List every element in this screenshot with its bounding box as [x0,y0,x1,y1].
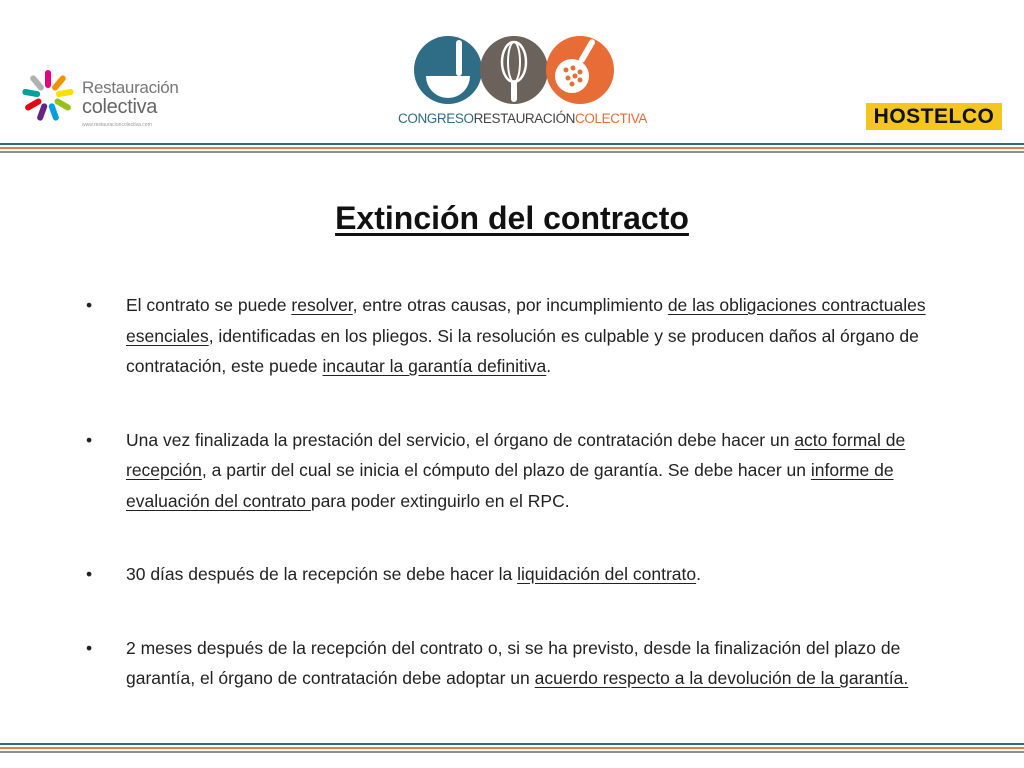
bullet-text: . [546,356,552,376]
underlined-text: resolver [291,295,353,315]
underlined-text: incautar la garantía definitiva [322,356,547,376]
bullet-item [80,633,930,694]
caption-part-colectiva: COLECTIVA [575,111,647,126]
logo-url: www.restauracioncolectiva.com [82,122,152,128]
caption-part-restauracion: RESTAURACIÓN [473,111,576,126]
bullet-text: , identificadas en los pliegos. Si la resolución es culpable y se producen daños al órgano de contratación, este puede [126,325,919,376]
bullet-text: , entre otras causas, por incumplimiento [352,295,668,315]
bullet-text: Una vez finalizada la prestación del servicio, el órgano de contratación debe hacer un [126,429,795,450]
hostelco-logo: HOSTELCO [866,103,1002,130]
underlined-text: acuerdo respecto a la devolución de la garantía. [534,668,909,688]
congreso-caption [398,111,647,126]
logo-text-line1: Restauración [82,78,179,97]
bullet-text: 30 días después de la recepción se debe hacer la [126,564,518,584]
bullet-text: 2 meses después de la recepción del contrato o, si se ha previsto, desde la finalización del plazo de garantía, el órgano de contratación debe adoptar un [126,637,901,688]
bullet-marker: • [86,637,93,658]
bullet-list [80,290,930,694]
slide-title: Extinción del contracto [335,200,689,236]
congreso-restauracion-colectiva-logo [396,32,647,132]
slide-header [0,0,1024,150]
bullet-item [80,290,930,382]
bullet-marker: • [86,295,93,315]
logo-text-line2: colectiva [82,96,158,118]
restauracion-colectiva-logo [18,66,178,136]
bullet-item [80,559,930,590]
bullet-text: . [696,564,701,584]
footer-divider-stripes [0,743,1024,755]
bullet-marker: • [86,564,93,584]
flower-petals-icon [18,66,78,126]
bullet-text: para poder extinguirlo en el RPC. [310,490,570,511]
underlined-text: de las obligaciones contractuales esenciales [126,295,926,346]
caption-part-congreso: CONGRESO [398,111,474,126]
bullet-text: El contrato se puede [126,295,292,315]
underlined-text: informe de evaluación del contrato [126,460,894,511]
bullet-text: , a partir del cual se inicia el cómputo del plazo de garantía. Se debe hacer un [201,460,811,480]
kitchen-utensils-icon [396,32,636,110]
underlined-text: acto formal de recepción [126,429,906,480]
underlined-text: liquidación del contrato [517,564,697,584]
bullet-marker: • [86,429,93,450]
bullet-item [80,425,930,517]
header-divider-stripes [0,143,1024,155]
